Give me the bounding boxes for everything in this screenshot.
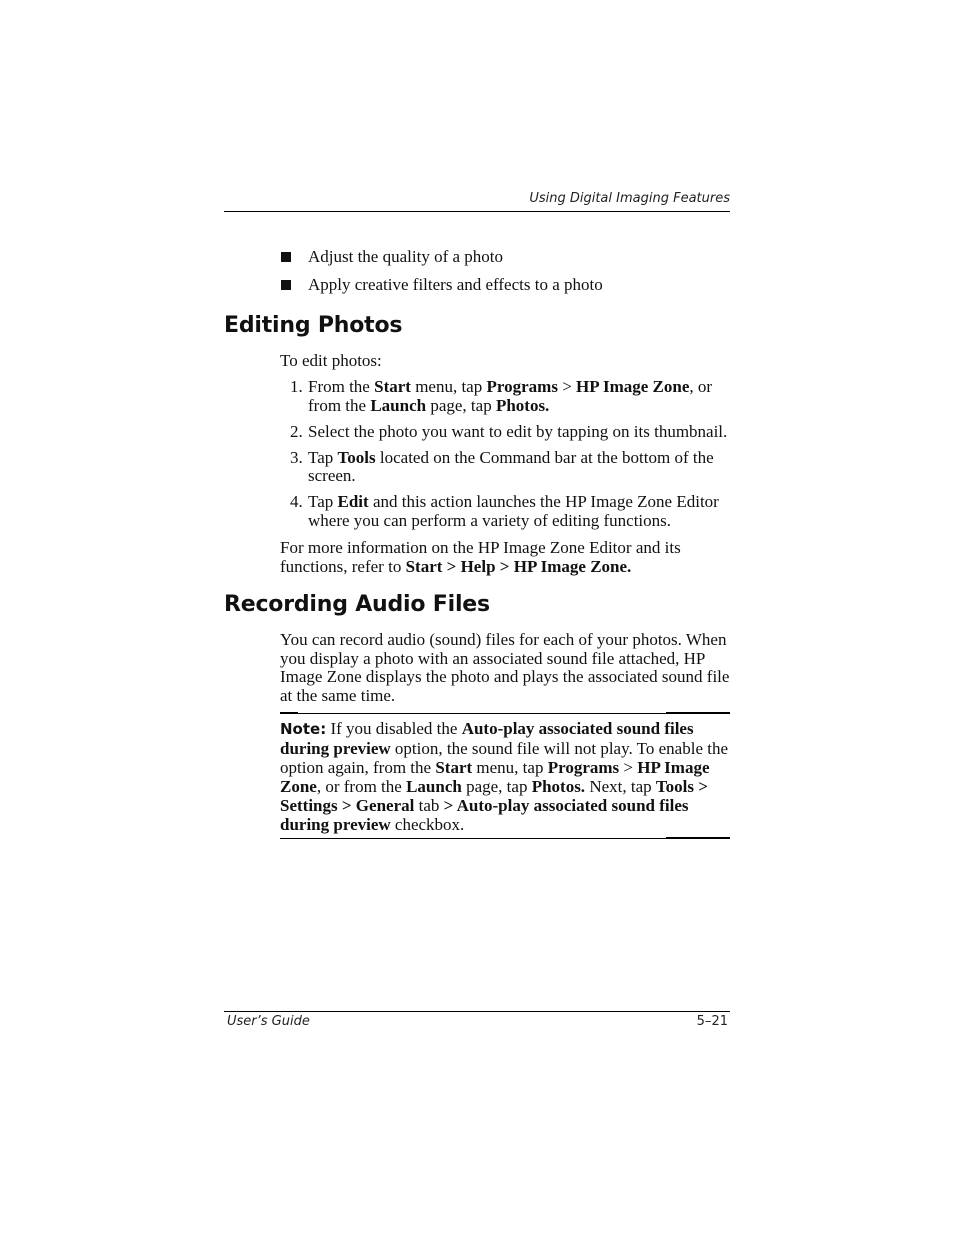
footer-rule xyxy=(224,1011,730,1012)
editing-photos-heading: Editing Photos xyxy=(224,313,403,338)
text-run: checkbox. xyxy=(390,815,465,834)
note-body xyxy=(280,719,728,834)
text-run: , or from the xyxy=(308,377,713,415)
text-run: page, tap xyxy=(461,777,532,796)
footer-guide-title: User’s Guide xyxy=(227,1014,310,1029)
bold-text: Start xyxy=(374,377,411,396)
bold-text: Edit xyxy=(337,492,369,511)
list-item xyxy=(280,449,740,486)
square-bullet-icon xyxy=(281,252,291,262)
list-item xyxy=(280,378,740,415)
square-bullet-icon xyxy=(281,280,291,290)
text-run: menu, tap xyxy=(472,758,548,777)
list-item xyxy=(280,423,740,442)
text-run: Next, tap xyxy=(585,777,656,796)
text-run: and this action launches the HP Image Zone Editor where you can perform a variety of editing functions. xyxy=(308,492,719,530)
text-run: For more information on the HP Image Zone Editor and its functions, refer to xyxy=(280,538,681,576)
bold-text: > Auto-play associated sound files during preview xyxy=(280,796,689,834)
bold-text: HP Image Zone xyxy=(576,377,690,396)
note-label: Note: xyxy=(280,720,327,738)
text-run: > xyxy=(557,377,577,396)
text-run: , or from the xyxy=(316,777,407,796)
bold-text: Launch xyxy=(370,395,427,415)
bold-text: Tools xyxy=(337,447,376,467)
list-item: Adjust the quality of a photo xyxy=(280,246,740,274)
step-number: 2. xyxy=(290,421,303,441)
bold-text: Programs xyxy=(547,758,620,777)
text-run: If you disabled the xyxy=(326,719,462,738)
page-number: 5–21 xyxy=(696,1014,728,1029)
text-run: page, tap xyxy=(426,395,496,415)
bold-text: Launch xyxy=(406,777,462,796)
list-item: Apply creative filters and effects to a photo xyxy=(280,274,740,302)
note-top-rule xyxy=(280,713,730,714)
bold-text: Photos. xyxy=(495,395,550,415)
recording-paragraph: You can record audio (sound) files for each of your photos. When you display a photo with an associated sound file attached, HP Image Zone displays the photo and plays the associated sound file at the same time. xyxy=(280,630,730,705)
bold-text: Start > Help > HP Image Zone. xyxy=(405,556,632,576)
intro-bullet-list xyxy=(280,246,740,302)
text-run: option, the sound file will not play. To enable the option again, from the xyxy=(280,739,729,777)
editing-lead: To edit photos: xyxy=(280,351,382,370)
step-number: 3. xyxy=(290,447,303,467)
step-number: 1. xyxy=(290,377,303,396)
editing-steps xyxy=(280,378,740,538)
bold-text: Start xyxy=(435,758,473,777)
text-run: located on the Command bar at the bottom of the screen. xyxy=(308,447,714,485)
note-bottom-rule xyxy=(280,838,730,839)
text-run: tab xyxy=(414,796,444,815)
running-header: Using Digital Imaging Features xyxy=(529,191,730,206)
note-paragraph xyxy=(280,719,732,834)
text-run: Tap xyxy=(308,447,338,467)
text-run: From the xyxy=(308,377,375,396)
text-run: Select the photo you want to edit by tapping on its thumbnail. xyxy=(308,421,728,441)
list-item xyxy=(280,493,740,530)
text-run: Tap xyxy=(308,492,338,511)
bold-text: Tools > Settings > General xyxy=(280,777,708,815)
text-run: menu, tap xyxy=(410,377,487,396)
bold-text: HP Image Zone xyxy=(280,758,710,796)
step-number: 4. xyxy=(290,492,303,511)
text-run: > xyxy=(619,758,638,777)
bold-text: Programs xyxy=(486,377,558,396)
bold-text: Photos. xyxy=(531,777,586,796)
bold-text: Auto-play associated sound files during preview xyxy=(280,719,694,758)
header-rule xyxy=(224,211,730,212)
more-info-paragraph xyxy=(280,539,732,576)
recording-audio-heading: Recording Audio Files xyxy=(224,592,490,617)
